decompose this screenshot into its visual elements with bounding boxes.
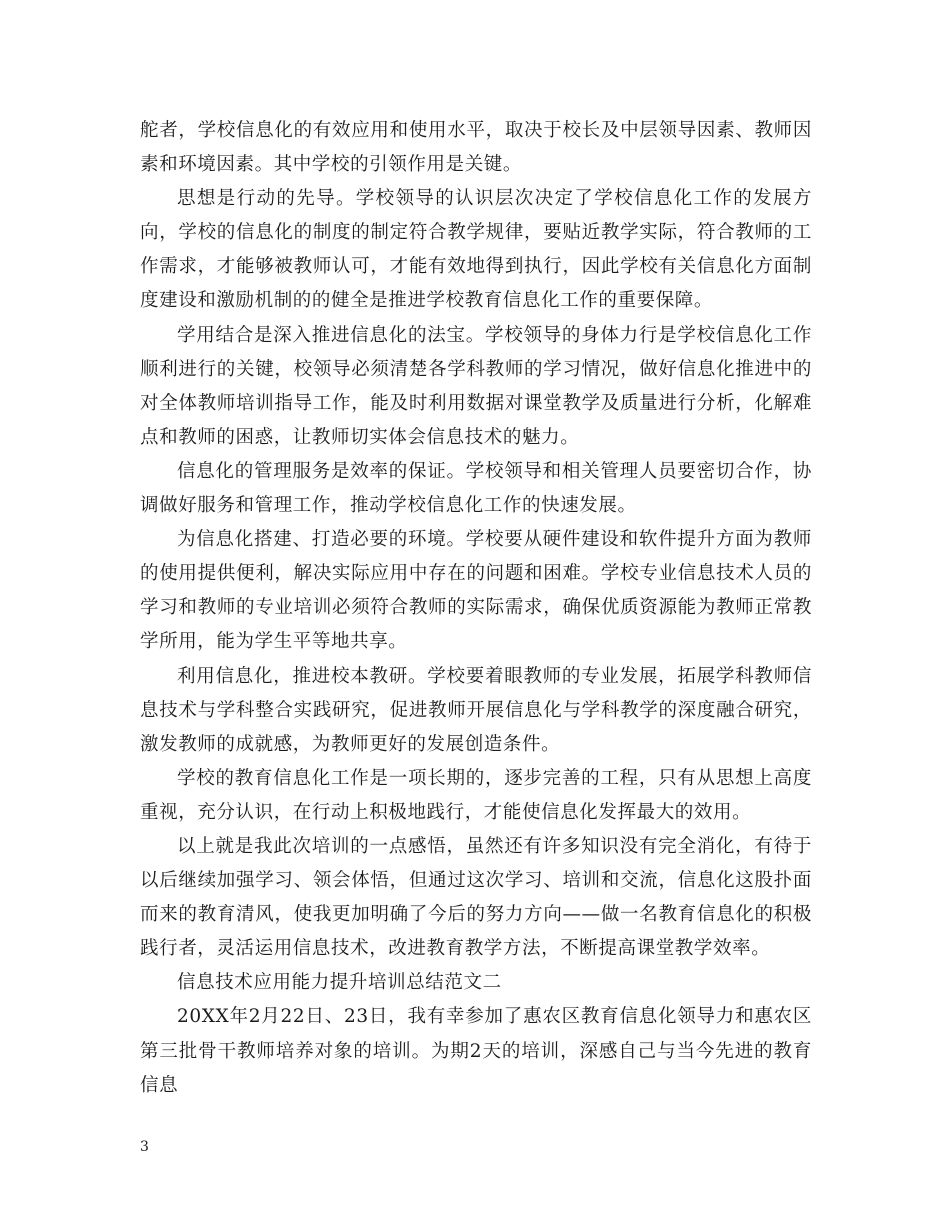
paragraph-thought-guides-action: 思想是行动的先导。学校领导的认识层次决定了学校信息化工作的发展方向，学校的信息化的制度的制定符合教学规律，要贴近教学实际，符合教师的工作需求，才能够被教师认可，才能有效地得到执行，因此学校有关信息化方面制度建设和激励机制的的健全是推进学校教育信息化工作的重要保障。: [140, 188, 812, 312]
page-number: 3: [140, 1139, 149, 1155]
document-body: [140, 114, 812, 1103]
paragraph-continued: 舵者，学校信息化的有效应用和使用水平，取决于校长及中层领导因素、教师因素和环境因素。其中学校的引领作用是关键。: [140, 120, 812, 176]
paragraph-long-term-project: 学校的教育信息化工作是一项长期的，逐步完善的工程，只有从思想上高度重视，充分认识，在行动上积极地践行，才能使信息化发挥最大的效用。: [140, 767, 812, 823]
paragraph-reflection: 以上就是我此次培训的一点感悟，虽然还有许多知识没有完全消化，有待于以后继续加强学习、领会体悟，但通过这次学习、培训和交流，信息化这股扑面而来的教育清风，使我更加明确了今后的努力方向——做一名教育信息化的积极践行者，灵活运用信息技术，改进教育教学方法，不断提高课堂教学效率。: [140, 835, 812, 960]
section-heading-sample-two: 信息技术应用能力提升培训总结范文二: [177, 972, 502, 994]
paragraph-environment: 为信息化搭建、打造必要的环境。学校要从硬件建设和软件提升方面为教师的使用提供便利，解决实际应用中存在的问题和困难。学校专业信息技术人员的学习和教师的专业培训必须符合教师的实际需求，确保优质资源能为教师正常教学所用，能为学生平等地共享。: [140, 529, 812, 653]
paragraph-management-service: 信息化的管理服务是效率的保证。学校领导和相关管理人员要密切合作，协调做好服务和管理工作，推动学校信息化工作的快速发展。: [140, 460, 812, 517]
paragraph-learning-application: 学用结合是深入推进信息化的法宝。学校领导的身体力行是学校信息化工作顺利进行的关键，校领导必须清楚各学科教师的学习情况，做好信息化推进中的对全体教师培训指导工作，能及时利用数据对课堂教学及质量进行分析，化解难点和教师的困惑，让教师切实体会信息技术的魅力。: [140, 324, 812, 448]
paragraph-training-intro: 20XX年2月22日、23日，我有幸参加了惠农区教育信息化领导力和惠农区第三批骨干教师培养对象的培训。为期2天的培训，深感自己与当今先进的教育信息: [140, 1006, 812, 1096]
paragraph-school-research: 利用信息化，推进校本教研。学校要着眼教师的专业发展，拓展学科教师信息技术与学科整合实践研究，促进教师开展信息化与学科教学的深度融合研究，激发教师的成就感，为教师更好的发展创造条件。: [140, 665, 812, 755]
